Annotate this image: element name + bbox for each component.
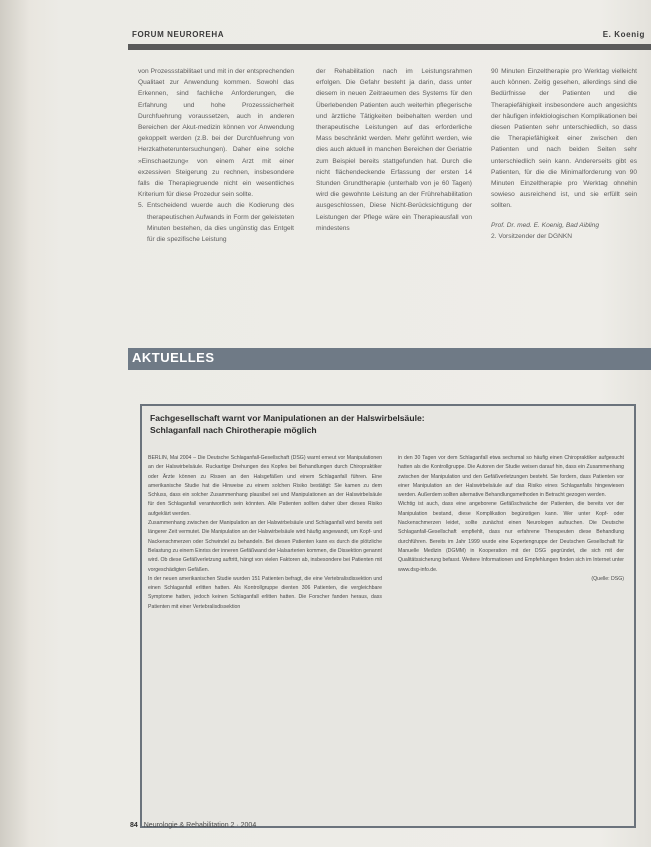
news-paragraph: BERLIN, Mai 2004 – Die Deutsche Schlaganfall-Gesellschaft (DSG) warnt erneut vor Manipulationen an der Halswirbelsäule. Ruckartige Drehungen des Kopfes bei Behandlungen durch Chiropraktiker oder Ärzte können zu Rissen an den Halsgefäßen und einem Schlaganfall führen. Eine amerikanische Studie hat die Hinweise zu einem solchen Risiko bestätigt: Sie kamen zu dem Schluss, dass ein solcher Zusammenhang plausibel sei und Manipulationen an der Halswirbelsäule für den Schlaganfall verantwortlich sein könnten. Alle Patienten sollten daher über dieses Risiko aufgeklärt werden.	[148, 455, 382, 517]
article-column-2	[316, 66, 472, 306]
news-source: (Quelle: DSG)	[591, 575, 624, 582]
page-footer	[130, 822, 256, 829]
news-paragraph: In der neuen amerikanischen Studie wurden 151 Patienten befragt, die eine Vertebralisdissektion und einen Schlaganfall erlitten hatten. Als Kontrollgruppe dienten 306 Patienten, die vergleichbare Symptome hatten, jedoch keinen Schlaganfall erlitten hatten. Die Forscher fanden heraus, dass Patienten mit einer Vertebralisdissektion	[148, 575, 382, 610]
news-column-2	[398, 454, 624, 812]
column2-paragraph: der Rehabilitation nach im Leistungsrahmen erfolgen. Die Gefahr besteht ja darin, dass unter diesem in neuen Zeitraeumen des Systems für den Überlebenden Patienten auch weiterhin pflegerische und ärztliche Tätigkeiten beibehalten werden und therapeutische Leistungen auf das erforderliche Mass beschränkt werden. Mehr geführt werden, wie dies auch aktuell in manchen Bereichen der Geriatrie zum Beispiel bereits stattgefunden hat. Durch die nicht flächendeckende Erfassung der ersten 14 Stunden Grundtherapie (unterhalb von je 60 Tagen) wird die gewohnte Leistung an der Frührehabilitation ausgeschlossen, Diese Nicht-Berücksichtigung der Leistungen der Pflege wäre ein Therapieausfall von mindestens	[316, 68, 472, 232]
news-headline-line2: Schlaganfall nach Chirotherapie möglich	[150, 425, 317, 435]
header-rule	[128, 44, 651, 50]
author-role: 2. Vorsitzender der DGNKN	[491, 232, 572, 240]
news-headline-line1: Fachgesellschaft warnt vor Manipulationen an der Halswirbelsäule:	[150, 413, 425, 423]
news-paragraph: Zusammenhang zwischen der Manipulation an der Halswirbelsäule und Schlaganfall wird bereits seit längerer Zeit vermutet. Die Manipulation an der Halswirbelsäule wird häufig angewandt, um Kopf- und Nackenschmerzen oder Schwindel zu behandeln. Bei diesen Patienten kann es durch die plötzliche Belastung zu einem Einriss der inneren Gefäßwand der Halsarterien kommen, die Dissektion genannt wird. Ob diese Gefäßverletzung auftritt, hängt von vielen Faktoren ab, insbesondere bei Patienten mit vorgeschädigten Gefäßen.	[148, 520, 382, 573]
news-paragraph: Wichtig ist auch, dass eine angeborene Gefäßschwäche der Patienten, die bereits vor der Manipulation bestand, diese Komplikation begünstigen kann. Wer unter Kopf- oder Nackenschmerzen leidet, sollte zunächst einen Neurologen aufsuchen. Die Deutsche Schlaganfall-Gesellschaft empfiehlt, dass nur erfahrene Therapeuten diese Behandlung durchführen. Bereits im Jahr 1999 wurde eine Expertengruppe der Deutschen Gesellschaft für Manuelle Medizin (DGMM) in Kooperation mit der DSG gegründet, die sich mit der Qualitätssicherung befasst. Weitere Informationen und Empfehlungen finden sich im Internet unter www.dsg-info.de.	[398, 501, 624, 573]
page-number: 84	[130, 822, 138, 829]
article-column-1	[138, 66, 294, 306]
news-column-1	[148, 454, 382, 812]
article-column-3	[491, 66, 637, 306]
journal-name: Neurologie & Rehabilitation 2 · 2004	[143, 822, 257, 829]
list-number: 5.	[138, 202, 144, 210]
news-paragraph: in den 30 Tagen vor dem Schlaganfall etwa sechsmal so häufig einen Chiropraktiker aufgesucht hatten als die Kontrollgruppe. Die Autoren der Studie weisen darauf hin, dass ein Zusammenhang zwischen der Manipulation und den Gefäßverletzungen besteht. Sie fordern, dass Patienten vor einer Manipulation an der Halswirbelsäule auf das Risiko eines Schlaganfalls hingewiesen werden. Außerdem sollten alternative Behandlungsmethoden in Betracht gezogen werden.	[398, 455, 624, 499]
header-section-label: FORUM NEUROREHA	[132, 30, 225, 39]
list-item-text: Entscheidend wuerde auch die Kodierung des therapeutischen Aufwands in Form der geleisteten Minuten bestehen, da dies ungünstig das Entgelt für die spezifische Leistung	[147, 202, 294, 244]
section-title: AKTUELLES	[132, 350, 215, 365]
running-header	[128, 28, 651, 44]
column3-paragraph: 90 Minuten Einzeltherapie pro Werktag vielleicht auch können. Zeitig gesehen, allerdings sind die Bedürfnisse der Patienten und die Therapiefähigkeit insbesondere auch angesichts der häufigen infektiologischen Komplikationen bei diesen Patienten sehr unterschiedlich, so dass die Therapiefähigkeit einer zwischen den Patienten und nach beiden Seiten sehr unterschiedlich sein kann. Andererseits gibt es Patienten, für die die Minimalforderung von 90 Minuten Einzeltherapie pro Werktag ohnehin sowieso ausreichend ist, und sie erfüllt sein sollten.	[491, 68, 637, 210]
news-headline	[150, 412, 630, 436]
column1-paragraph: von Prozessstabilitaet und mit in der entsprechenden Qualitaet zur Anwendung kommen. Sowohl das Erkennen, sind fachliche Anforderungen, die Erfahrung und hohe Prozesssicherheit Durchfuehrung voraussetzen, auch in anderen Bereichen der Akut-medizin können vor Anwendung gekoppelt werden (z.B. bei der Durchfuehrung von Herzkatheteruntersuchungen). Daher eine solche »Einschaetzung« von einem Arzt mit einer exzessiven Steigerung zu rechnen, insbesondere falls die Therapiegruende nicht ein wesentliches Kriterium für diese Prozedur sein sollte.	[138, 68, 294, 199]
list-item-5	[138, 200, 294, 245]
header-author: E. Koenig	[602, 30, 645, 39]
author-signature: Prof. Dr. med. E. Koenig, Bad Aibling	[491, 221, 599, 229]
